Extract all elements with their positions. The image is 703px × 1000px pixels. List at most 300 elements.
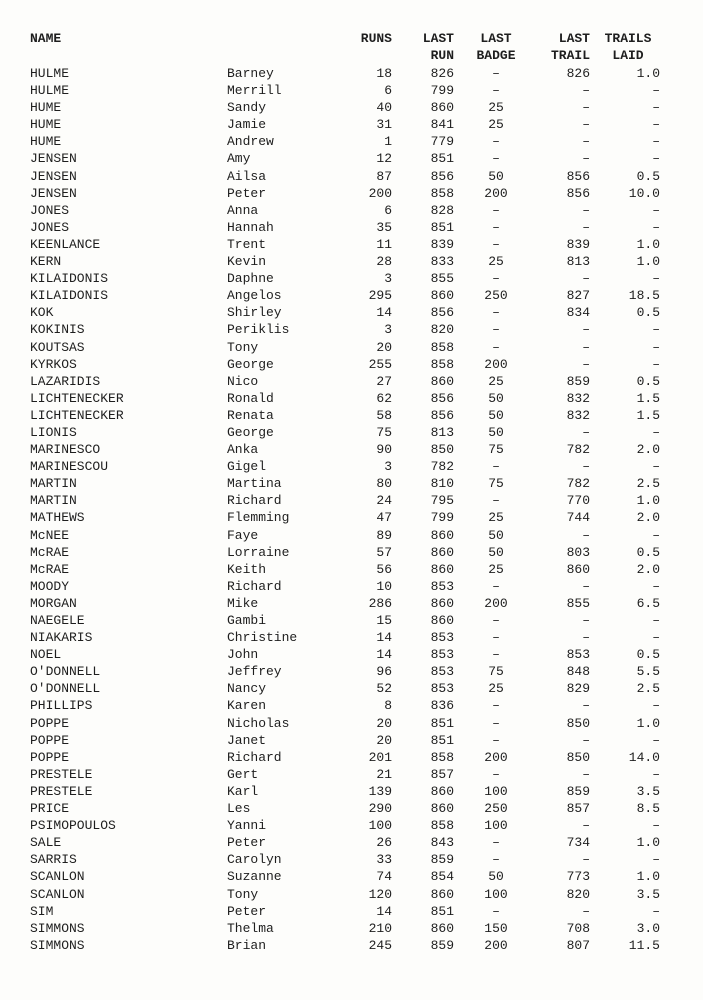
runs-cell: 28 <box>376 254 392 270</box>
last-trail-cell: – <box>582 424 590 440</box>
runs-cell: 62 <box>376 390 392 406</box>
runs-cell: 290 <box>368 801 392 817</box>
trails-laid-cell: 1.5 <box>636 390 660 406</box>
last-badge-cell: 200 <box>484 937 508 953</box>
last-run-cell: 860 <box>430 100 454 116</box>
table-row <box>0 766 703 783</box>
header-last-run-line2: RUN <box>430 48 454 63</box>
first-name-cell: Ailsa <box>227 168 267 184</box>
table-row <box>0 270 703 287</box>
runs-cell: 14 <box>376 647 392 663</box>
last-trail-cell: 827 <box>566 288 590 304</box>
last-run-cell: 860 <box>430 561 454 577</box>
last-run-cell: 843 <box>430 835 454 851</box>
last-run-cell: 855 <box>430 271 454 287</box>
trails-laid-cell: 1.5 <box>636 407 660 423</box>
first-name-cell: Peter <box>227 835 267 851</box>
last-trail-cell: – <box>582 766 590 782</box>
trails-laid-cell: – <box>652 818 660 834</box>
surname-cell: McRAE <box>30 561 70 577</box>
last-run-cell: 851 <box>430 903 454 919</box>
trails-laid-cell: – <box>652 219 660 235</box>
last-run-cell: 856 <box>430 407 454 423</box>
last-trail-cell: 832 <box>566 407 590 423</box>
trails-laid-cell: 1.0 <box>636 869 660 885</box>
runs-cell: 245 <box>368 937 392 953</box>
surname-cell: JENSEN <box>30 168 77 184</box>
last-run-cell: 841 <box>430 117 454 133</box>
last-trail-cell: – <box>582 613 590 628</box>
surname-cell: PRESTELE <box>30 766 93 782</box>
table-row <box>0 868 703 885</box>
last-trail-cell: 850 <box>566 715 590 731</box>
trails-laid-cell: 0.5 <box>636 544 660 560</box>
runs-cell: 47 <box>376 510 392 526</box>
table-row <box>0 168 703 185</box>
table-row <box>0 783 703 800</box>
last-trail-cell: – <box>582 732 590 748</box>
last-trail-cell: – <box>582 219 590 235</box>
surname-cell: NIAKARIS <box>30 630 93 646</box>
last-badge-cell: – <box>492 715 500 731</box>
last-badge-cell: – <box>492 219 500 235</box>
table-row <box>0 116 703 133</box>
runs-cell: 210 <box>368 920 392 936</box>
table-row <box>0 851 703 868</box>
surname-cell: POPPE <box>30 749 70 765</box>
last-run-cell: 856 <box>430 305 454 321</box>
trails-laid-cell: – <box>652 356 660 372</box>
table-row <box>0 287 703 304</box>
first-name-cell: Richard <box>227 749 282 765</box>
trails-laid-cell: 1.0 <box>636 254 660 270</box>
trails-laid-cell: 1.0 <box>636 493 660 509</box>
last-run-cell: 799 <box>430 83 454 99</box>
last-trail-cell: 813 <box>566 254 590 270</box>
last-badge-cell: 150 <box>484 920 508 936</box>
last-badge-cell: 75 <box>488 442 504 458</box>
first-name-cell: Barney <box>227 66 274 81</box>
last-badge-cell: 200 <box>484 595 508 611</box>
last-run-cell: 860 <box>430 886 454 902</box>
table-row <box>0 509 703 526</box>
last-badge-cell: 50 <box>488 869 504 885</box>
first-name-cell: Janet <box>227 732 267 748</box>
first-name-cell: Thelma <box>227 920 274 936</box>
last-badge-cell: 100 <box>484 886 508 902</box>
first-name-cell: Peter <box>227 185 267 201</box>
last-trail-cell: 770 <box>566 493 590 509</box>
header-name: NAME <box>30 31 62 46</box>
last-badge-cell: – <box>492 493 500 509</box>
last-run-cell: 859 <box>430 852 454 868</box>
last-run-cell: 833 <box>430 254 454 270</box>
last-run-cell: 853 <box>430 578 454 594</box>
table-row <box>0 886 703 903</box>
runs-cell: 80 <box>376 476 392 492</box>
last-badge-cell: 250 <box>484 801 508 817</box>
last-trail-cell: 859 <box>566 373 590 389</box>
surname-cell: HUME <box>30 100 62 116</box>
first-name-cell: Periklis <box>227 322 290 338</box>
surname-cell: HUME <box>30 134 62 150</box>
last-trail-cell: 848 <box>566 664 590 680</box>
trails-laid-cell: – <box>652 134 660 150</box>
header-last-trail-line2: TRAIL <box>550 48 590 63</box>
table-row <box>0 492 703 509</box>
last-badge-cell: 50 <box>488 424 504 440</box>
table-row <box>0 595 703 612</box>
last-badge-cell: – <box>492 698 500 714</box>
runs-cell: 89 <box>376 527 392 543</box>
last-trail-cell: – <box>582 527 590 543</box>
surname-cell: PSIMOPOULOS <box>30 818 116 834</box>
runs-cell: 20 <box>376 732 392 748</box>
runs-cell: 31 <box>376 117 392 133</box>
surname-cell: KOKINIS <box>30 322 85 338</box>
surname-cell: PRICE <box>30 801 70 817</box>
last-run-cell: 860 <box>430 783 454 799</box>
trails-laid-cell: 3.5 <box>636 886 660 902</box>
trails-laid-cell: – <box>652 339 660 355</box>
last-badge-cell: – <box>492 271 500 287</box>
first-name-cell: Mike <box>227 595 259 611</box>
last-trail-cell: 860 <box>566 561 590 577</box>
trails-laid-cell: – <box>652 322 660 338</box>
last-badge-cell: – <box>492 151 500 167</box>
runs-cell: 14 <box>376 305 392 321</box>
surname-cell: O'DONNELL <box>30 664 101 680</box>
runs-cell: 286 <box>368 595 392 611</box>
last-badge-cell: 25 <box>488 100 504 116</box>
table-row <box>0 937 703 954</box>
first-name-cell: Flemming <box>227 510 290 526</box>
last-run-cell: 851 <box>430 151 454 167</box>
table-row <box>0 185 703 202</box>
last-badge-cell: 50 <box>488 407 504 423</box>
first-name-cell: Richard <box>227 578 282 594</box>
trails-laid-cell: – <box>652 151 660 167</box>
table-row <box>0 356 703 373</box>
surname-cell: SARRIS <box>30 852 77 868</box>
last-trail-cell: – <box>582 698 590 714</box>
last-badge-cell: 25 <box>488 254 504 270</box>
first-name-cell: Jamie <box>227 117 267 133</box>
last-trail-cell: – <box>582 83 590 99</box>
runs-cell: 12 <box>376 151 392 167</box>
table-row <box>0 578 703 595</box>
last-run-cell: 853 <box>430 664 454 680</box>
first-name-cell: Gambi <box>227 613 267 628</box>
last-run-cell: 836 <box>430 698 454 714</box>
last-badge-cell: – <box>492 835 500 851</box>
last-trail-cell: 834 <box>566 305 590 321</box>
trails-laid-cell: 11.5 <box>628 937 660 953</box>
table-row <box>0 475 703 492</box>
last-badge-cell: – <box>492 66 500 81</box>
runs-cell: 56 <box>376 561 392 577</box>
last-run-cell: 853 <box>430 630 454 646</box>
last-trail-cell: 832 <box>566 390 590 406</box>
last-run-cell: 860 <box>430 595 454 611</box>
last-badge-cell: 100 <box>484 783 508 799</box>
trails-laid-cell: 0.5 <box>636 373 660 389</box>
last-run-cell: 854 <box>430 869 454 885</box>
last-trail-cell: 855 <box>566 595 590 611</box>
last-run-cell: 853 <box>430 681 454 697</box>
runs-cell: 11 <box>376 236 392 252</box>
trails-laid-cell: 2.0 <box>636 510 660 526</box>
last-trail-cell: 803 <box>566 544 590 560</box>
header-last-badge-line2: BADGE <box>476 48 516 63</box>
last-trail-cell: 744 <box>566 510 590 526</box>
table-row <box>0 732 703 749</box>
surname-cell: SALE <box>30 835 62 851</box>
first-name-cell: Trent <box>227 236 267 252</box>
last-run-cell: 853 <box>430 647 454 663</box>
first-name-cell: Angelos <box>227 288 282 304</box>
first-name-cell: Yanni <box>227 818 267 834</box>
trails-laid-cell: – <box>652 271 660 287</box>
last-badge-cell: – <box>492 852 500 868</box>
last-run-cell: 858 <box>430 339 454 355</box>
last-trail-cell: – <box>582 818 590 834</box>
last-badge-cell: 50 <box>488 168 504 184</box>
runs-cell: 8 <box>384 698 392 714</box>
last-badge-cell: 200 <box>484 749 508 765</box>
first-name-cell: Tony <box>227 339 259 355</box>
last-trail-cell: 773 <box>566 869 590 885</box>
surname-cell: O'DONNELL <box>30 681 101 697</box>
table-row <box>0 202 703 219</box>
trails-laid-cell: 18.5 <box>628 288 660 304</box>
surname-cell: NAEGELE <box>30 613 85 628</box>
first-name-cell: Christine <box>227 630 298 646</box>
surname-cell: MORGAN <box>30 595 77 611</box>
last-badge-cell: – <box>492 613 500 628</box>
table-row <box>0 749 703 766</box>
runs-cell: 52 <box>376 681 392 697</box>
last-run-cell: 851 <box>430 219 454 235</box>
first-name-cell: Kevin <box>227 254 267 270</box>
trails-laid-cell: – <box>652 424 660 440</box>
runs-cell: 255 <box>368 356 392 372</box>
last-run-cell: 826 <box>430 66 454 81</box>
header-last-trail-line1: LAST <box>558 31 590 46</box>
runs-cell: 1 <box>384 134 392 150</box>
last-trail-cell: 857 <box>566 801 590 817</box>
runs-cell: 200 <box>368 185 392 201</box>
last-trail-cell: – <box>582 852 590 868</box>
last-badge-cell: – <box>492 322 500 338</box>
table-row <box>0 646 703 663</box>
last-badge-cell: 50 <box>488 527 504 543</box>
runs-cell: 57 <box>376 544 392 560</box>
trails-laid-cell: 1.0 <box>636 236 660 252</box>
table-row <box>0 561 703 578</box>
last-run-cell: 860 <box>430 801 454 817</box>
first-name-cell: Sandy <box>227 100 267 116</box>
runs-cell: 15 <box>376 613 392 628</box>
last-badge-cell: 25 <box>488 373 504 389</box>
runs-cell: 24 <box>376 493 392 509</box>
last-badge-cell: – <box>492 134 500 150</box>
runs-cell: 201 <box>368 749 392 765</box>
surname-cell: LICHTENECKER <box>30 390 124 406</box>
last-badge-cell: 75 <box>488 664 504 680</box>
table-row <box>0 817 703 834</box>
trails-laid-cell: – <box>652 117 660 133</box>
surname-cell: LIONIS <box>30 424 77 440</box>
trails-laid-cell: – <box>652 766 660 782</box>
first-name-cell: Anka <box>227 442 259 458</box>
runs-cell: 96 <box>376 664 392 680</box>
surname-cell: KOK <box>30 305 54 321</box>
table-row <box>0 544 703 561</box>
last-badge-cell: 25 <box>488 561 504 577</box>
table-row <box>0 65 703 82</box>
last-run-cell: 820 <box>430 322 454 338</box>
last-trail-cell: 856 <box>566 185 590 201</box>
last-run-cell: 857 <box>430 766 454 782</box>
surname-cell: MARTIN <box>30 493 77 509</box>
last-trail-cell: 829 <box>566 681 590 697</box>
first-name-cell: John <box>227 647 259 663</box>
surname-cell: McNEE <box>30 527 70 543</box>
trails-laid-cell: 8.5 <box>636 801 660 817</box>
last-run-cell: 813 <box>430 424 454 440</box>
table-row <box>0 390 703 407</box>
surname-cell: SCANLON <box>30 886 85 902</box>
first-name-cell: Tony <box>227 886 259 902</box>
surname-cell: HULME <box>30 66 70 81</box>
table-row <box>0 527 703 544</box>
trails-laid-cell: – <box>652 732 660 748</box>
last-trail-cell: 839 <box>566 236 590 252</box>
first-name-cell: Andrew <box>227 134 274 150</box>
trails-laid-cell: – <box>652 100 660 116</box>
table-row <box>0 715 703 732</box>
first-name-cell: Renata <box>227 407 274 423</box>
runs-cell: 40 <box>376 100 392 116</box>
trails-laid-cell: 2.5 <box>636 476 660 492</box>
last-trail-cell: 807 <box>566 937 590 953</box>
surname-cell: MOODY <box>30 578 70 594</box>
last-run-cell: 856 <box>430 390 454 406</box>
surname-cell: JONES <box>30 202 70 218</box>
surname-cell: KYRKOS <box>30 356 77 372</box>
surname-cell: POPPE <box>30 715 70 731</box>
trails-laid-cell: 1.0 <box>636 66 660 81</box>
surname-cell: MARINESCO <box>30 442 101 458</box>
runs-cell: 14 <box>376 630 392 646</box>
surname-cell: KILAIDONIS <box>30 271 109 287</box>
first-name-cell: Karl <box>227 783 259 799</box>
last-trail-cell: – <box>582 339 590 355</box>
last-trail-cell: 826 <box>566 66 590 81</box>
runs-cell: 74 <box>376 869 392 885</box>
surname-cell: MARINESCOU <box>30 459 109 475</box>
header-last-badge-line1: LAST <box>480 31 512 46</box>
last-run-cell: 839 <box>430 236 454 252</box>
first-name-cell: Richard <box>227 493 282 509</box>
runs-cell: 35 <box>376 219 392 235</box>
trails-laid-cell: 0.5 <box>636 305 660 321</box>
trails-laid-cell: – <box>652 578 660 594</box>
last-badge-cell: 25 <box>488 117 504 133</box>
last-trail-cell: – <box>582 903 590 919</box>
last-badge-cell: – <box>492 903 500 919</box>
last-badge-cell: – <box>492 766 500 782</box>
trails-laid-cell: 2.0 <box>636 442 660 458</box>
first-name-cell: Gigel <box>227 459 267 475</box>
trails-laid-cell: 5.5 <box>636 664 660 680</box>
runs-cell: 21 <box>376 766 392 782</box>
runs-cell: 18 <box>376 66 392 81</box>
trails-laid-cell: – <box>652 852 660 868</box>
last-run-cell: 828 <box>430 202 454 218</box>
last-trail-cell: 820 <box>566 886 590 902</box>
last-trail-cell: – <box>582 459 590 475</box>
table-body <box>0 65 703 954</box>
table-row <box>0 441 703 458</box>
table-row <box>0 373 703 390</box>
trails-laid-cell: – <box>652 613 660 628</box>
table-row <box>0 150 703 167</box>
runs-cell: 3 <box>384 459 392 475</box>
first-name-cell: Lorraine <box>227 544 290 560</box>
last-trail-cell: 853 <box>566 647 590 663</box>
first-name-cell: Nancy <box>227 681 267 697</box>
last-badge-cell: 100 <box>484 818 508 834</box>
surname-cell: MARTIN <box>30 476 77 492</box>
header-trails-laid-line2: LAID <box>612 48 644 63</box>
last-trail-cell: – <box>582 630 590 646</box>
first-name-cell: Nicholas <box>227 715 290 731</box>
last-run-cell: 795 <box>430 493 454 509</box>
trails-laid-cell: – <box>652 83 660 99</box>
last-trail-cell: 850 <box>566 749 590 765</box>
surname-cell: POPPE <box>30 732 70 748</box>
last-run-cell: 856 <box>430 168 454 184</box>
last-trail-cell: – <box>582 271 590 287</box>
last-badge-cell: – <box>492 732 500 748</box>
last-badge-cell: – <box>492 647 500 663</box>
table-row <box>0 133 703 150</box>
table-row <box>0 800 703 817</box>
trails-laid-cell: 2.5 <box>636 681 660 697</box>
first-name-cell: Ronald <box>227 390 274 406</box>
last-badge-cell: 25 <box>488 681 504 697</box>
last-run-cell: 850 <box>430 442 454 458</box>
table-row <box>0 236 703 253</box>
last-run-cell: 779 <box>430 134 454 150</box>
trails-laid-cell: 3.0 <box>636 920 660 936</box>
last-run-cell: 851 <box>430 715 454 731</box>
trails-laid-cell: – <box>652 527 660 543</box>
last-trail-cell: – <box>582 202 590 218</box>
trails-laid-cell: 0.5 <box>636 168 660 184</box>
runs-cell: 3 <box>384 322 392 338</box>
first-name-cell: Karen <box>227 698 267 714</box>
surname-cell: HUME <box>30 117 62 133</box>
table-row <box>0 424 703 441</box>
first-name-cell: Merrill <box>227 83 282 99</box>
last-badge-cell: 50 <box>488 390 504 406</box>
surname-cell: SIMMONS <box>30 920 85 936</box>
runs-cell: 20 <box>376 339 392 355</box>
trails-laid-cell: 1.0 <box>636 835 660 851</box>
